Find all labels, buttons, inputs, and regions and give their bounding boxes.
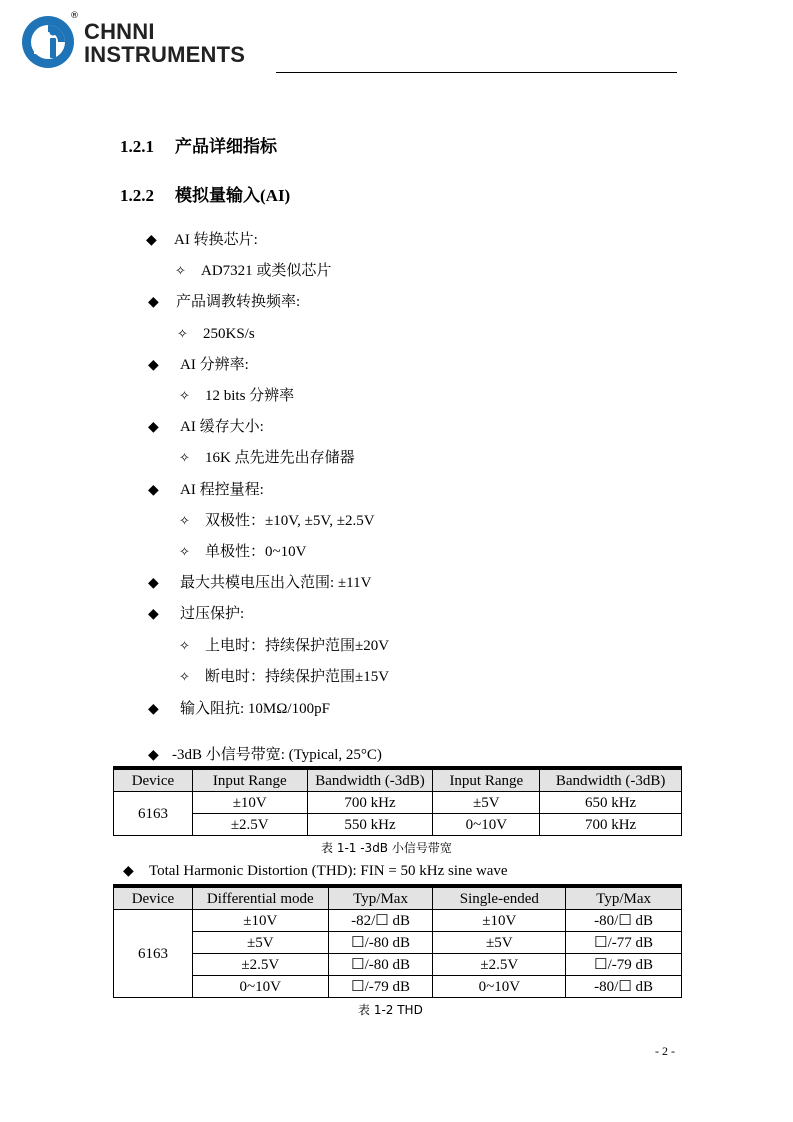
- table-cell: 700 kHz: [540, 814, 682, 836]
- list-item-common-mode: [148, 574, 372, 592]
- column-header: Typ/Max: [328, 888, 433, 910]
- table-header-row: [114, 770, 682, 792]
- sub-item-text: 断电时：持续保护范围±15V: [205, 669, 390, 685]
- list-item-text: 产品调教转换频率:: [176, 294, 301, 310]
- column-header: Device: [114, 770, 193, 792]
- table-cell: ☐/-80 dB: [328, 954, 433, 976]
- table-cell: -82/☐ dB: [328, 910, 433, 932]
- diamond-bullet-icon: ◆: [148, 606, 159, 622]
- device-cell: 6163: [114, 792, 193, 836]
- list-item-text: AI 缓存大小:: [180, 419, 264, 435]
- table-row: [114, 814, 682, 836]
- section-number: 1.2.1: [120, 137, 154, 156]
- sparkle-bullet-icon: ✧: [175, 264, 186, 279]
- section-title: 产品详细指标: [175, 137, 277, 156]
- sub-item-bipolar: [179, 512, 375, 530]
- page-number: - 2 -: [655, 1044, 675, 1058]
- list-item-impedance: [148, 700, 330, 718]
- list-item-bandwidth: [148, 746, 382, 764]
- list-item-text: 最大共模电压出入范围: ±11V: [180, 575, 372, 591]
- table-row: [114, 792, 682, 814]
- table-cell: ☐/-80 dB: [328, 932, 433, 954]
- list-item-text: 过压保护:: [180, 606, 245, 622]
- sub-item-chip-model: [175, 262, 332, 280]
- sub-item-powered: [179, 637, 390, 655]
- table-cell: ±10V: [433, 910, 566, 932]
- table-cell: ☐/-77 dB: [566, 932, 682, 954]
- device-cell: 6163: [114, 910, 193, 998]
- diamond-bullet-icon: ◆: [148, 701, 159, 717]
- column-header: Differential mode: [192, 888, 328, 910]
- diamond-bullet-icon: ◆: [123, 863, 134, 879]
- column-header: Single-ended: [433, 888, 566, 910]
- table-cell: ±2.5V: [433, 954, 566, 976]
- table-cell: 650 kHz: [540, 792, 682, 814]
- table-cell: -80/☐ dB: [566, 910, 682, 932]
- sub-item-buffer: [179, 449, 355, 467]
- table-cell: 550 kHz: [307, 814, 433, 836]
- list-item-resolution: [148, 356, 249, 374]
- list-item-text: AI 转换芯片:: [174, 232, 258, 248]
- brand-name-line1: CHNNI: [84, 19, 155, 44]
- column-header: Bandwidth (-3dB): [540, 770, 682, 792]
- thd-table: [113, 887, 682, 998]
- column-header: Typ/Max: [566, 888, 682, 910]
- column-header: Input Range: [433, 770, 540, 792]
- table-caption: 表 1-2 THD: [358, 1003, 423, 1017]
- diamond-bullet-icon: ◆: [148, 747, 159, 763]
- table-header-row: [114, 888, 682, 910]
- sub-item-unipolar: [179, 543, 307, 561]
- sparkle-bullet-icon: ✧: [179, 514, 190, 529]
- diamond-bullet-icon: ◆: [148, 419, 159, 435]
- list-item-range: [148, 481, 264, 499]
- list-item-text: AI 程控量程:: [180, 482, 264, 498]
- table-cell: ±2.5V: [192, 954, 328, 976]
- diamond-bullet-icon: ◆: [148, 482, 159, 498]
- sparkle-bullet-icon: ✧: [179, 639, 190, 654]
- table-cell: ±10V: [192, 910, 328, 932]
- sparkle-bullet-icon: ✧: [177, 327, 188, 342]
- list-item-text: 输入阻抗: 10MΩ/100pF: [180, 701, 330, 717]
- table-cell: ±10V: [192, 792, 307, 814]
- table-cell: ±5V: [433, 792, 540, 814]
- list-item-text: AI 分辨率:: [180, 357, 249, 373]
- list-item-text: -3dB 小信号带宽: (Typical, 25°C): [172, 747, 382, 763]
- column-header: Input Range: [192, 770, 307, 792]
- table-row: [114, 910, 682, 932]
- section-heading-1-2-2: [120, 186, 290, 206]
- chnni-logo-icon: [20, 14, 76, 70]
- list-item-thd: [123, 862, 508, 880]
- header-rule: [276, 72, 677, 73]
- diamond-bullet-icon: ◆: [148, 294, 159, 310]
- diamond-bullet-icon: ◆: [148, 575, 159, 591]
- sub-item-text: 上电时：持续保护范围±20V: [205, 638, 390, 654]
- sparkle-bullet-icon: ✧: [179, 670, 190, 685]
- table-cell: 0~10V: [433, 976, 566, 998]
- list-item-overvoltage: [148, 605, 245, 623]
- sub-item-text: 250KS/s: [203, 326, 255, 342]
- list-item-buffer: [148, 418, 264, 436]
- sub-item-resolution: [179, 387, 295, 405]
- sub-item-text: 12 bits 分辨率: [205, 388, 295, 404]
- column-header: Device: [114, 888, 193, 910]
- bandwidth-table: [113, 769, 682, 836]
- table-cell: 0~10V: [433, 814, 540, 836]
- table-caption: 表 1-1 -3dB 小信号带宽: [321, 841, 452, 855]
- sparkle-bullet-icon: ✧: [179, 545, 190, 560]
- table-cell: ☐/-79 dB: [328, 976, 433, 998]
- table-cell: ☐/-79 dB: [566, 954, 682, 976]
- sub-item-text: 16K 点先进先出存储器: [205, 450, 355, 466]
- list-item-text: Total Harmonic Distortion (THD): FIN = 50 kHz sine wave: [149, 863, 508, 879]
- sub-item-text: AD7321 或类似芯片: [201, 263, 332, 279]
- section-title: 模拟量输入(AI): [175, 186, 291, 205]
- sub-item-sample-rate: [177, 325, 255, 343]
- sub-item-unpowered: [179, 668, 390, 686]
- diamond-bullet-icon: ◆: [146, 232, 157, 248]
- registered-mark: ®: [70, 11, 79, 21]
- table-cell: 0~10V: [192, 976, 328, 998]
- sub-item-text: 双极性：±10V, ±5V, ±2.5V: [205, 513, 375, 529]
- list-item-sample-rate: [148, 293, 301, 311]
- table-cell: ±5V: [192, 932, 328, 954]
- table-row: [114, 976, 682, 998]
- section-heading-1-2-1: [120, 137, 277, 157]
- sub-item-text: 单极性：0~10V: [205, 544, 307, 560]
- diamond-bullet-icon: ◆: [148, 357, 159, 373]
- list-item-ai-chip: [146, 231, 258, 249]
- brand-name-line2: INSTRUMENTS: [84, 42, 246, 67]
- table-cell: 700 kHz: [307, 792, 433, 814]
- table-row: [114, 932, 682, 954]
- section-number: 1.2.2: [120, 186, 154, 205]
- table-cell: ±2.5V: [192, 814, 307, 836]
- table-cell: -80/☐ dB: [566, 976, 682, 998]
- sparkle-bullet-icon: ✧: [179, 389, 190, 404]
- sparkle-bullet-icon: ✧: [179, 451, 190, 466]
- table-cell: ±5V: [433, 932, 566, 954]
- table-row: [114, 954, 682, 976]
- column-header: Bandwidth (-3dB): [307, 770, 433, 792]
